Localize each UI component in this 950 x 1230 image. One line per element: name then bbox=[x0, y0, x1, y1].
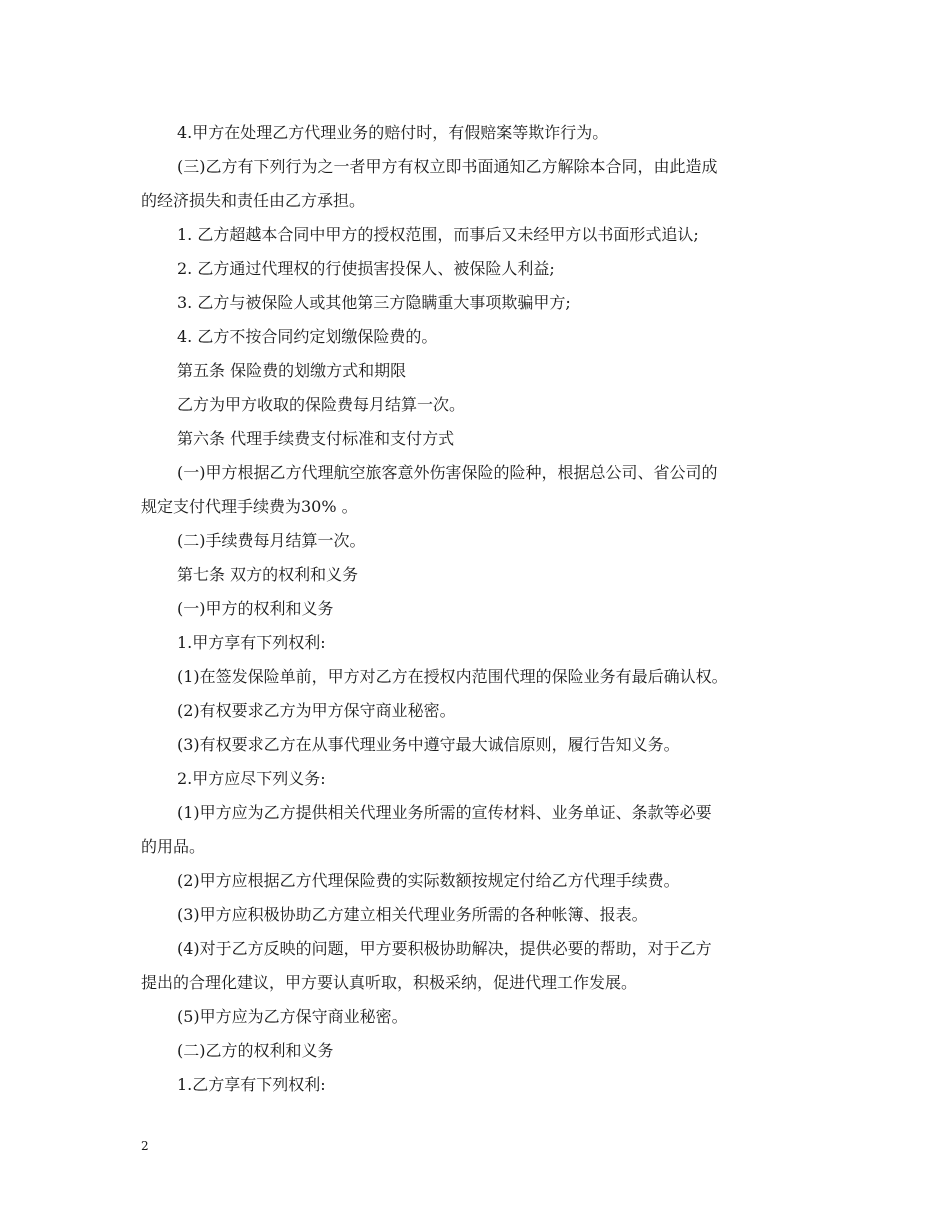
paragraph-line: (三)乙方有下列行为之一者甲方有权立即书面通知乙方解除本合同，由此造成 bbox=[177, 157, 718, 176]
paragraph-line: 3. 乙方与被保险人或其他第三方隐瞒重大事项欺骗甲方; bbox=[177, 293, 571, 312]
paragraph-line: (5)甲方应为乙方保守商业秘密。 bbox=[177, 1007, 408, 1026]
paragraph-line: 第六条 代理手续费支付标准和支付方式 bbox=[177, 429, 455, 448]
paragraph-line: 第五条 保险费的划缴方式和期限 bbox=[177, 361, 407, 380]
paragraph-line: 1.乙方享有下列权利: bbox=[177, 1075, 326, 1094]
paragraph-line: 提出的合理化建议，甲方要认真听取，积极采纳，促进代理工作发展。 bbox=[141, 973, 638, 992]
paragraph-line: 第七条 双方的权利和义务 bbox=[177, 565, 359, 584]
paragraph-line: 2.甲方应尽下列义务: bbox=[177, 769, 326, 788]
paragraph-line: (2)甲方应根据乙方代理保险费的实际数额按规定付给乙方代理手续费。 bbox=[177, 871, 680, 890]
paragraph-line: (一)甲方根据乙方代理航空旅客意外伤害保险的险种，根据总公司、省公司的 bbox=[177, 463, 718, 482]
paragraph-line: (4)对于乙方反映的问题，甲方要积极协助解决，提供必要的帮助，对于乙方 bbox=[177, 939, 712, 958]
paragraph-line: 乙方为甲方收取的保险费每月结算一次。 bbox=[177, 395, 466, 414]
page-number: 2 bbox=[141, 1139, 149, 1153]
paragraph-line: 规定支付代理手续费为30% 。 bbox=[141, 497, 358, 516]
paragraph-line: 1.甲方享有下列权利: bbox=[177, 633, 326, 652]
paragraph-line: 4. 乙方不按合同约定划缴保险费的。 bbox=[177, 327, 438, 346]
paragraph-line: (一)甲方的权利和义务 bbox=[177, 599, 334, 618]
paragraph-line: (1)在签发保险单前，甲方对乙方在授权内范围代理的保险业务有最后确认权。 bbox=[177, 667, 728, 686]
document-body bbox=[141, 116, 813, 1102]
paragraph-line: (二)乙方的权利和义务 bbox=[177, 1041, 334, 1060]
paragraph-line: (二)手续费每月结算一次。 bbox=[177, 531, 366, 550]
paragraph-line: 4.甲方在处理乙方代理业务的赔付时，有假赔案等欺诈行为。 bbox=[177, 123, 609, 142]
paragraph-line: (3)有权要求乙方在从事代理业务中遵守最大诚信原则，履行告知义务。 bbox=[177, 735, 680, 754]
paragraph-line: (1)甲方应为乙方提供相关代理业务所需的宣传材料、业务单证、条款等必要 bbox=[177, 803, 712, 822]
paragraph-line: 的经济损失和责任由乙方承担。 bbox=[141, 191, 366, 210]
paragraph-line: 1. 乙方超越本合同中甲方的授权范围，而事后又未经甲方以书面形式追认; bbox=[177, 225, 699, 244]
paragraph-line: (3)甲方应积极协助乙方建立相关代理业务所需的各种帐簿、报表。 bbox=[177, 905, 648, 924]
paragraph-line: 的用品。 bbox=[141, 837, 206, 856]
paragraph-line: (2)有权要求乙方为甲方保守商业秘密。 bbox=[177, 701, 456, 720]
paragraph-line: 2. 乙方通过代理权的行使损害投保人、被保险人利益; bbox=[177, 259, 555, 278]
